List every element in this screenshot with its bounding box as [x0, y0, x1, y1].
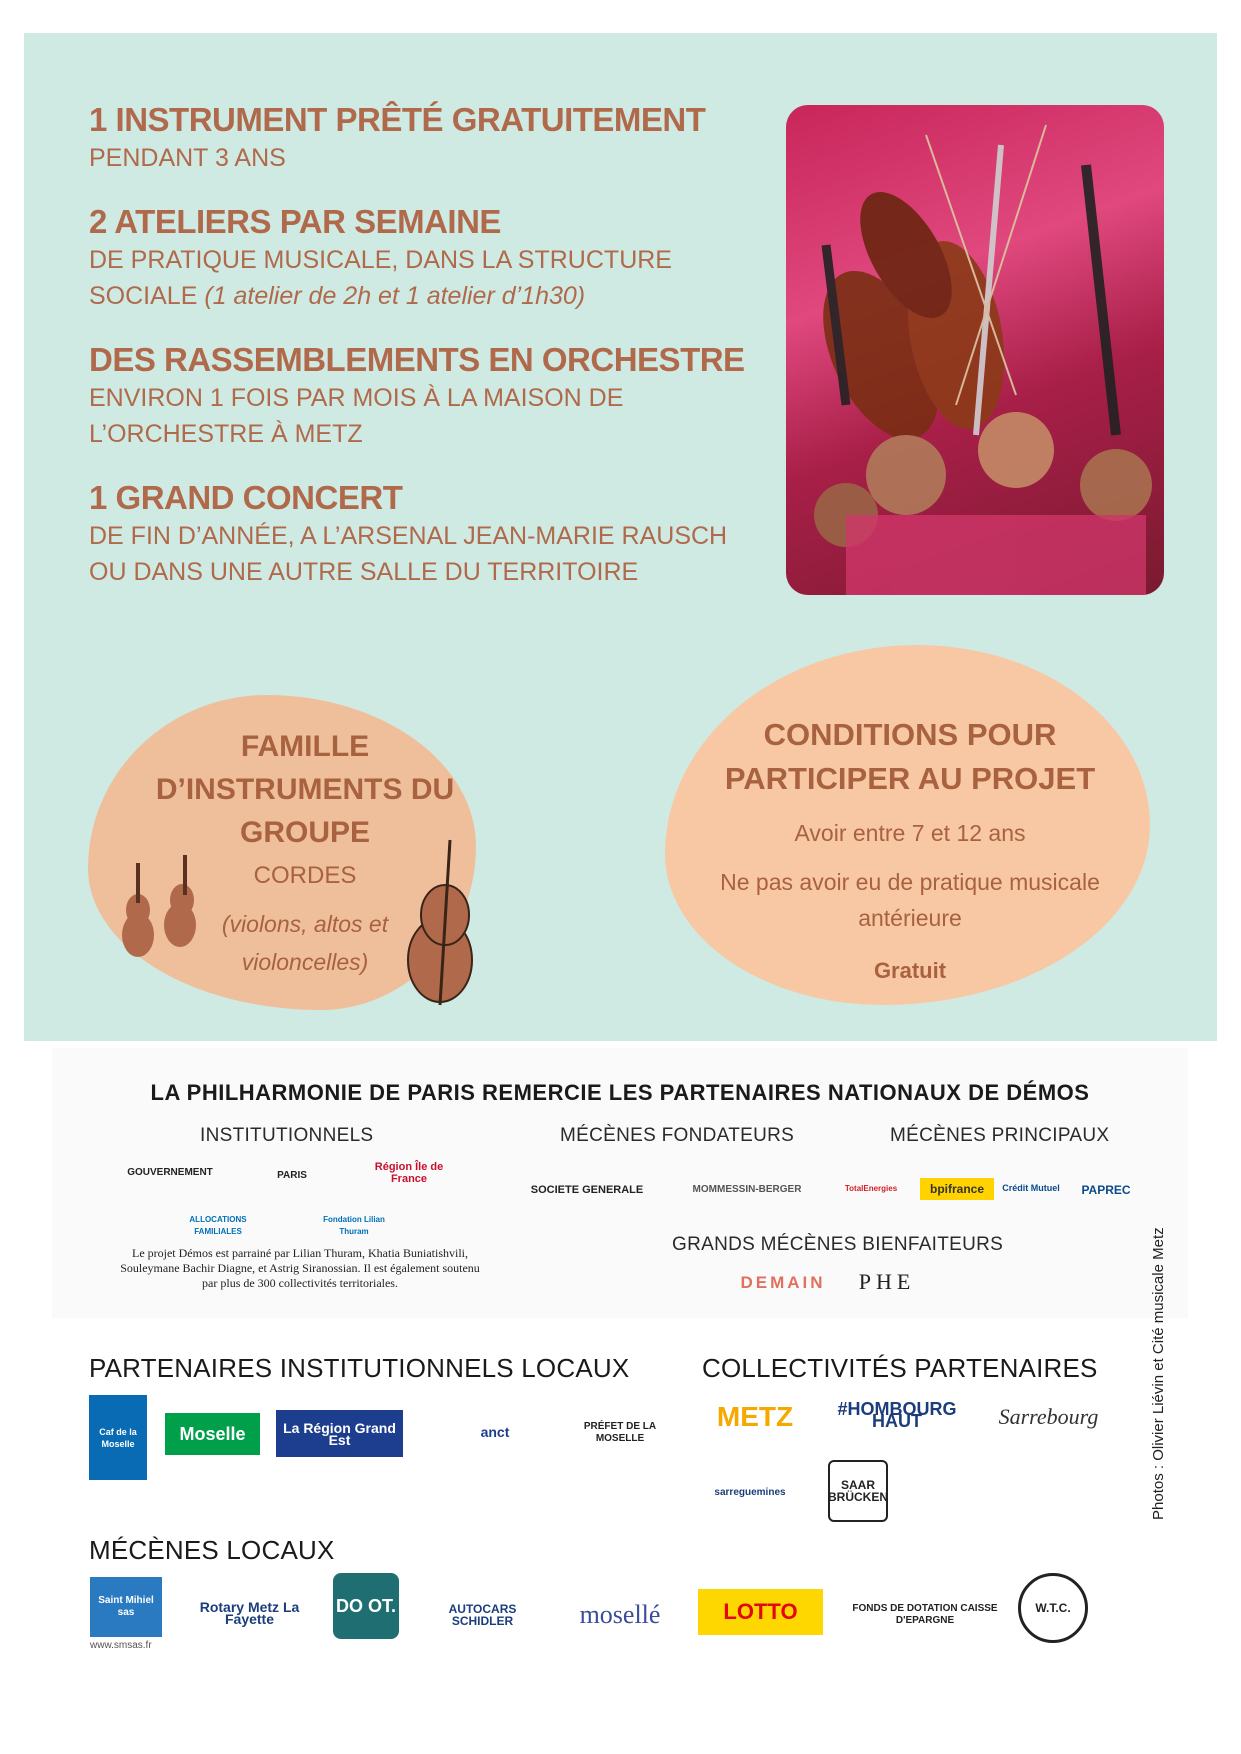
features-list	[89, 100, 769, 616]
logo-sarrebourg: Sarrebourg	[998, 1404, 1099, 1429]
cat-founders: MÉCÈNES FONDATEURS	[560, 1125, 795, 1146]
conditions-title: CONDITIONS POUR PARTICIPER AU PROJET	[724, 717, 1096, 796]
orchestra-photo	[786, 105, 1164, 595]
mecenes-locaux-title: MÉCÈNES LOCAUX	[89, 1535, 335, 1565]
logo-thuram: Fondation Lilian Thuram	[323, 1215, 385, 1236]
feature-item	[89, 340, 769, 452]
local-inst-title: PARTENAIRES INSTITUTIONNELS LOCAUX	[89, 1353, 630, 1383]
logo-sarreguemines: sarreguemines	[714, 1486, 786, 1498]
logo-metz: METZ	[716, 1401, 794, 1432]
feature-title: 1 GRAND CONCERT	[89, 479, 403, 516]
logo-hombourg-haut: #HOMBOURG HAUT	[837, 1399, 957, 1431]
logo-saarbrucken: SAAR BRÜCKEN	[828, 1460, 888, 1522]
logo-anct: anct	[480, 1424, 510, 1440]
cello-icon	[400, 830, 490, 1010]
logo-caf-national: ALLOCATIONS FAMILIALES	[189, 1215, 247, 1236]
logo-smsas: Saint Mihiel sas	[90, 1577, 162, 1637]
logo-grand-est: La Région Grand Est	[276, 1410, 403, 1457]
logo-rotary: Rotary Metz La Fayette	[199, 1599, 300, 1627]
logo-dooi: DO OT.	[333, 1573, 399, 1639]
logo-moselle: Moselle	[165, 1413, 260, 1455]
photo-credit: Photos : Olivier Liévin et Cité musicale Metz	[1150, 1227, 1167, 1520]
logo-idf: Région Île de France	[374, 1161, 444, 1185]
logo-credit-mutuel: Crédit Mutuel	[1002, 1183, 1060, 1193]
logo-paprec: PAPREC	[1081, 1183, 1131, 1197]
feature-desc: DE FIN D’ANNÉE, A L’ARSENAL JEAN-MARIE RAUSCH OU DANS UNE AUTRE SALLE DU TERRITOIRE	[89, 522, 728, 586]
feature-item	[89, 478, 769, 590]
feature-title: 2 ATELIERS PAR SEMAINE	[89, 203, 501, 240]
feature-desc-italic: (1 atelier de 2h et 1 atelier d’1h30)	[204, 282, 586, 310]
orchestra-illustration	[786, 105, 1164, 595]
feature-title: DES RASSEMBLEMENTS EN ORCHESTRE	[89, 341, 745, 378]
logo-moselle-mecenes: mosellé	[579, 1600, 661, 1629]
logo-paris: PARIS	[277, 1170, 307, 1181]
logo-lotto: LOTTO	[698, 1589, 823, 1635]
family-note: (violons, altos et violoncelles)	[221, 911, 389, 975]
logo-demain: DEMAIN	[740, 1273, 826, 1292]
family-title: FAMILLE D’INSTRUMENTS DU GROUPE	[155, 730, 455, 849]
logo-wtc: W.T.C.	[1018, 1573, 1088, 1643]
violins-icon	[110, 855, 215, 985]
feature-desc-main: DE PRATIQUE MUSICALE, DANS LA STRUCTURE SOCIALE	[89, 246, 672, 310]
cat-benefactors: GRANDS MÉCÈNES BIENFAITEURS	[672, 1234, 1004, 1255]
feature-desc	[89, 242, 769, 314]
national-partners	[52, 1048, 1188, 1318]
cat-main: MÉCÈNES PRINCIPAUX	[890, 1125, 1110, 1146]
conditions-free: Gratuit	[873, 958, 947, 983]
conditions-age: Avoir entre 7 et 12 ans	[794, 820, 1026, 846]
logo-caisse-epargne: FONDS DE DOTATION CAISSE D'EPARGNE	[852, 1603, 998, 1626]
logo-caf-moselle: Caf de la Moselle	[89, 1395, 147, 1480]
national-partners-title: LA PHILHARMONIE DE PARIS REMERCIE LES PARTENAIRES NATIONAUX DE DÉMOS	[150, 1080, 1090, 1105]
feature-desc: PENDANT 3 ANS	[89, 144, 286, 172]
logo-bpifrance: bpifrance	[920, 1178, 994, 1200]
logo-mommessin: MOMMESSIN-BERGER	[692, 1184, 802, 1195]
cat-institutional: INSTITUTIONNELS	[200, 1125, 374, 1146]
feature-item	[89, 202, 769, 314]
parrainage-note: Le projet Démos est parrainé par Lilian Thuram, Khatia Buniatishvili, Souleymane Bachir Diagne, et Astrig Siranossian. Il est également soutenu par plus de 300 collectivités territoriales.	[120, 1246, 480, 1290]
logo-gouvernement: GOUVERNEMENT	[127, 1167, 213, 1178]
family-subtitle: CORDES	[253, 862, 357, 889]
logo-schidler: AUTOCARS SCHIDLER	[448, 1602, 517, 1628]
feature-title: 1 INSTRUMENT PRÊTÉ GRATUITEMENT	[89, 101, 706, 138]
logo-phe: PHE	[858, 1269, 916, 1294]
feature-item	[89, 100, 769, 176]
logo-societe-generale: SOCIETE GENERALE	[530, 1184, 644, 1196]
logo-totalenergies: TotalEnergies	[844, 1184, 898, 1193]
smsas-website: www.smsas.fr	[90, 1640, 152, 1651]
feature-desc: ENVIRON 1 FOIS PAR MOIS À LA MAISON DE L’ORCHESTRE À METZ	[89, 384, 624, 448]
logo-prefet-moselle: PRÉFET DE LA MOSELLE	[583, 1420, 657, 1444]
collectivites-title: COLLECTIVITÉS PARTENAIRES	[702, 1353, 1098, 1383]
conditions-experience: Ne pas avoir eu de pratique musicale antérieure	[720, 869, 1100, 931]
